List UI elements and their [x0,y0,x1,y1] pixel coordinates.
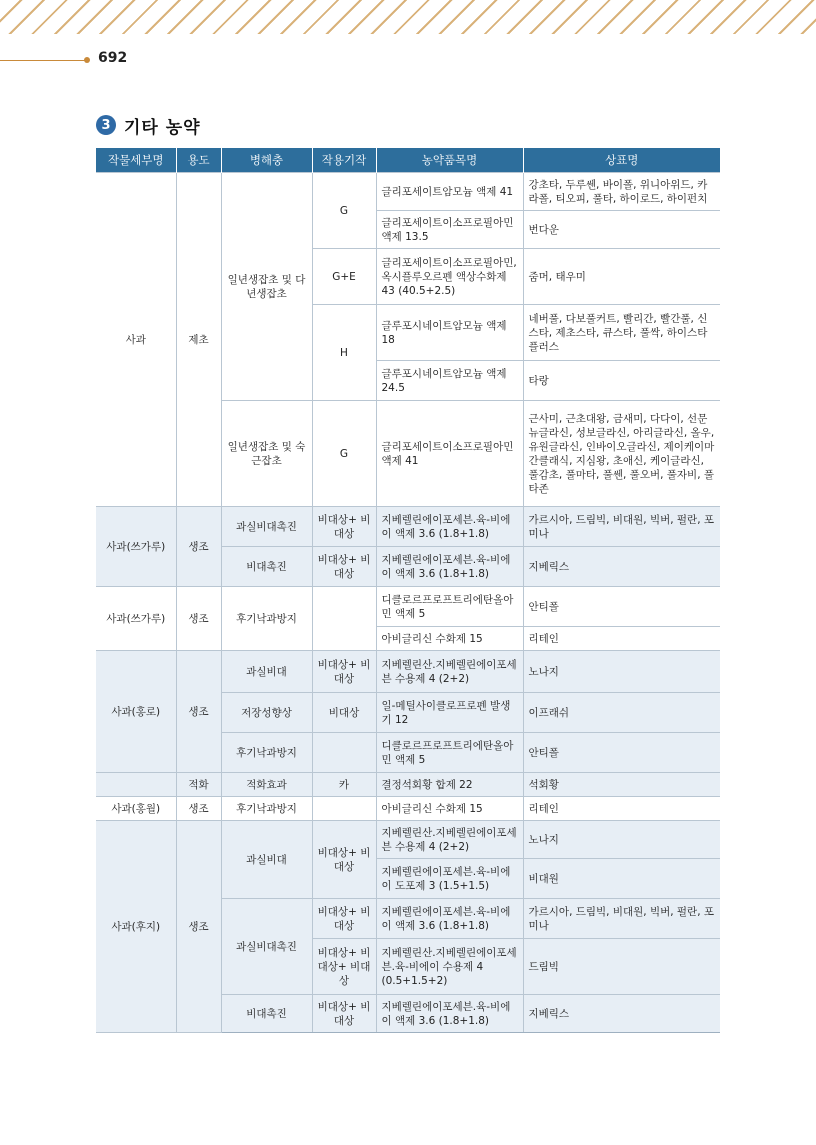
cell-product: 결정석회황 합제 22 [376,773,523,797]
cell-pest: 후기낙과방지 [221,587,312,651]
header-product: 농약품목명 [376,148,523,173]
pesticide-table [96,148,720,1033]
cell-brand: 리테인 [523,627,720,651]
cell-brand: 근사미, 근초대왕, 금새미, 다다이, 선문뉴글라신, 성보글라신, 아리글라신, 올우, 유원글라신, 인바이오글라신, 제이케이마간클래식, 지심왕, 초애신, 케이글라신, 풀감초, 풀마타, 풀쎈, 풀오버, 풀자비, 풀타존 [523,401,720,507]
section-heading [96,112,201,138]
cell-crop: 사과(쓰가루) [96,507,176,587]
decorative-top-stripes [0,0,816,34]
cell-moa: 비대상+ 비대상 [312,899,376,939]
cell-pest: 일년생잡초 및 다년생잡초 [221,173,312,401]
cell-moa: G [312,173,376,249]
cell-moa [312,797,376,821]
cell-product: 지베렐린에이포세븐.육-비에이 액제 3.6 (1.8+1.8) [376,507,523,547]
cell-pest: 적화효과 [221,773,312,797]
cell-product: 지베렐린에이포세븐.육-비에이 도포제 3 (1.5+1.5) [376,859,523,899]
table-header-row [96,148,720,173]
cell-product: 지베렐린에이포세븐.육-비에이 액제 3.6 (1.8+1.8) [376,899,523,939]
cell-product: 글리포세이트이소프로필아민 액제 41 [376,401,523,507]
cell-use: 생조 [176,587,221,651]
cell-brand: 강초타, 두루쎈, 바이폴, 위니아위드, 카라폴, 티오피, 풀타, 하이로드, 하이펀치 [523,173,720,211]
cell-brand: 줌머, 태우미 [523,249,720,305]
table-row [96,587,720,627]
page-number: 692 [98,50,128,66]
cell-brand: 안티폴 [523,587,720,627]
cell-product: 글리포세이트이소프로필아민 액제 13.5 [376,211,523,249]
table-row [96,173,720,211]
cell-use: 적화 [176,773,221,797]
cell-product: 글루포시네이트암모늄 액제 24.5 [376,361,523,401]
cell-use: 제초 [176,173,221,507]
cell-moa: 카 [312,773,376,797]
cell-pest: 과실비대 [221,651,312,693]
cell-product: 디클로르프로프트리에탄올아민 액제 5 [376,733,523,773]
cell-brand: 지베릭스 [523,995,720,1033]
cell-crop: 사과 [96,173,176,507]
cell-product: 디클로르프로프트리에탄올아민 액제 5 [376,587,523,627]
cell-brand: 석회황 [523,773,720,797]
cell-moa: 비대상+ 비대상 [312,507,376,547]
cell-use: 생조 [176,821,221,1033]
cell-product: 아비글리신 수화제 15 [376,797,523,821]
cell-brand: 네버풀, 다보풀커트, 빨리간, 빨간풀, 신스타, 제초스타, 큐스타, 풀싹, 하이스타플러스 [523,305,720,361]
cell-product: 지베렐린산.지베렐린에이포세븐.육-비에이 수용제 4 (0.5+1.5+2) [376,939,523,995]
cell-brand: 노나지 [523,821,720,859]
page-rule-line [0,60,88,61]
section-number-circle-icon: 3 [96,115,116,135]
cell-brand: 노나지 [523,651,720,693]
table-row [96,651,720,693]
cell-brand: 비대원 [523,859,720,899]
cell-pest: 과실비대 [221,821,312,899]
cell-pest: 비대촉진 [221,547,312,587]
table-row [96,773,720,797]
cell-pest: 비대촉진 [221,995,312,1033]
cell-product: 지베렐린에이포세븐.육-비에이 액제 3.6 (1.8+1.8) [376,547,523,587]
cell-pest: 일년생잡초 및 숙근잡초 [221,401,312,507]
cell-brand: 리테인 [523,797,720,821]
cell-product: 지베렐린산.지베렐린에이포세븐 수용제 4 (2+2) [376,651,523,693]
cell-crop: 사과(홍로) [96,651,176,773]
cell-moa: G [312,401,376,507]
cell-crop [96,773,176,797]
cell-product: 지베렐린산.지베렐린에이포세븐 수용제 4 (2+2) [376,821,523,859]
cell-crop: 사과(후지) [96,821,176,1033]
section-title: 기타 농약 [124,117,201,138]
cell-brand: 드림빅 [523,939,720,995]
cell-moa: 비대상+ 비대상 [312,821,376,899]
cell-moa: 비대상+ 비대상 [312,547,376,587]
header-use: 용도 [176,148,221,173]
cell-moa: 비대상+ 비대상 [312,651,376,693]
cell-brand: 번다운 [523,211,720,249]
cell-product: 글리포세이트암모늄 액제 41 [376,173,523,211]
header-brand: 상표명 [523,148,720,173]
cell-moa [312,733,376,773]
cell-product: 일-메틸사이클로프로펜 발생기 12 [376,693,523,733]
cell-product: 글루포시네이트암모늄 액제 18 [376,305,523,361]
table-row [96,507,720,547]
cell-product: 아비글리신 수화제 15 [376,627,523,651]
cell-use: 생조 [176,507,221,587]
cell-product: 지베렐린에이포세븐.육-비에이 액제 3.6 (1.8+1.8) [376,995,523,1033]
table-row [96,821,720,859]
page-rule-dot [84,57,90,63]
cell-moa: H [312,305,376,401]
cell-crop: 사과(쓰가루) [96,587,176,651]
cell-moa: 비대상+ 비대상 [312,995,376,1033]
cell-brand: 타랑 [523,361,720,401]
cell-product: 글리포세이트이소프로필아민, 옥시플루오르펜 액상수화제 43 (40.5+2.5) [376,249,523,305]
cell-moa: 비대상+ 비대상+ 비대상 [312,939,376,995]
cell-pest: 저장성향상 [221,693,312,733]
cell-pest: 후기낙과방지 [221,733,312,773]
header-pest: 병해충 [221,148,312,173]
cell-moa [312,587,376,651]
cell-pest: 과실비대촉진 [221,507,312,547]
cell-moa: G+E [312,249,376,305]
cell-use: 생조 [176,797,221,821]
cell-use: 생조 [176,651,221,773]
cell-brand: 지베릭스 [523,547,720,587]
header-crop: 작물세부명 [96,148,176,173]
cell-brand: 안티폴 [523,733,720,773]
cell-pest: 과실비대촉진 [221,899,312,995]
cell-brand: 이프래쉬 [523,693,720,733]
cell-pest: 후기낙과방지 [221,797,312,821]
cell-moa: 비대상 [312,693,376,733]
header-moa: 작용기작 [312,148,376,173]
cell-brand: 가르시아, 드림빅, 비대원, 빅버, 펄란, 포미나 [523,899,720,939]
table-row [96,797,720,821]
cell-brand: 가르시아, 드림빅, 비대원, 빅버, 펄란, 포미나 [523,507,720,547]
cell-crop: 사과(홍월) [96,797,176,821]
